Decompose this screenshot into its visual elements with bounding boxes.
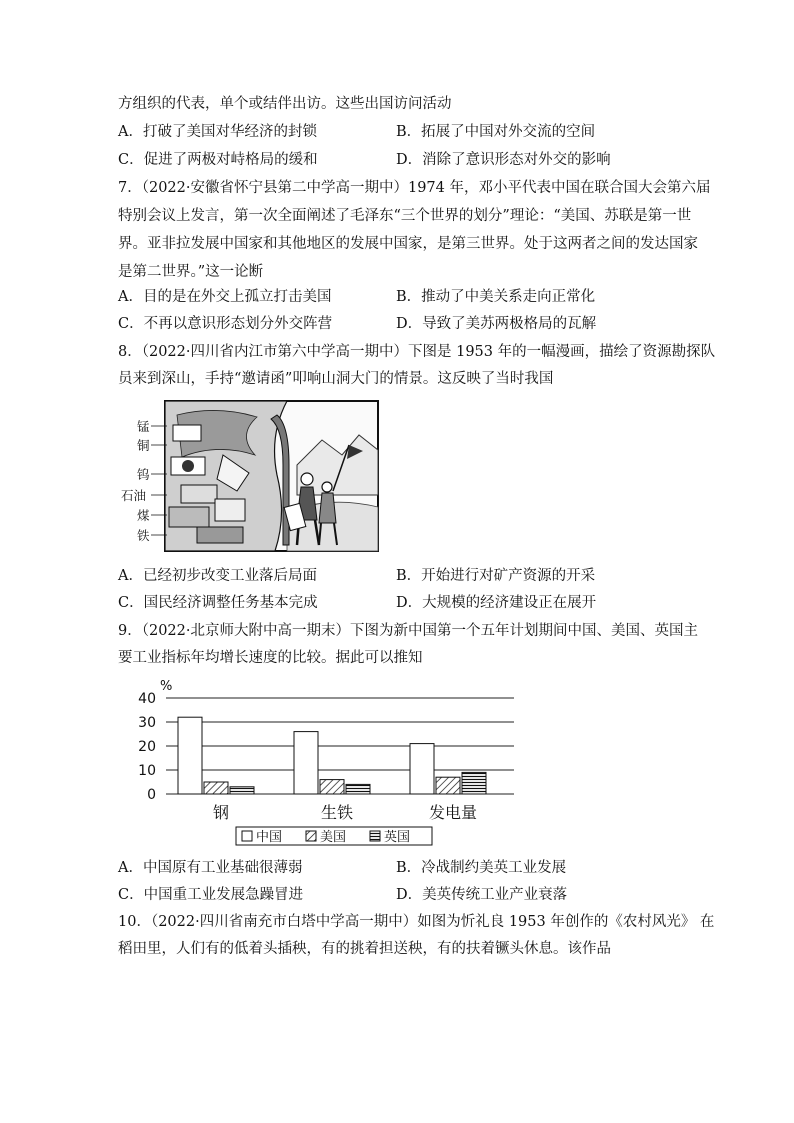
legend-swatch	[306, 831, 316, 841]
y-axis-unit: %	[160, 679, 173, 694]
label-manganese: 锰	[137, 419, 150, 434]
q10-line-1: 10．（2022·四川省南充市白塔中学高一期中）如图为忻礼良 1953 年创作的《农村风光》 在	[118, 914, 715, 930]
y-tick-label: 30	[138, 715, 156, 731]
y-tick-label: 20	[138, 739, 156, 755]
bar-美国-钢	[204, 782, 228, 794]
legend-label: 中国	[256, 830, 283, 845]
q9-option-c[interactable]: C．中国重工业发展急躁冒进	[118, 887, 304, 903]
x-category-label: 钢	[212, 803, 230, 822]
q6-option-b[interactable]: B．拓展了中国对外交流的空间	[396, 124, 596, 140]
q10-line-2: 稻田里，人们有的低着头插秧，有的挑着担送秧，有的扶着镢头休息。该作品	[118, 941, 611, 957]
q8-option-d[interactable]: D．大规模的经济建设正在展开	[396, 595, 597, 611]
bar-美国-生铁	[320, 780, 344, 794]
y-tick-label: 40	[138, 691, 156, 707]
q8-option-c[interactable]: C．国民经济调整任务基本完成	[118, 595, 318, 611]
legend-swatch	[370, 831, 380, 841]
bar-英国-钢	[230, 787, 254, 794]
bar-英国-发电量	[462, 772, 486, 794]
legend-label: 英国	[384, 830, 411, 845]
q8-line-1: 8．（2022·四川省内江市第六中学高一期中）下图是 1953 年的一幅漫画，描绘了资源勘探队	[118, 344, 716, 360]
bar-中国-生铁	[294, 732, 318, 794]
growth-bar-chart	[118, 676, 528, 848]
q6-option-a[interactable]: A．打破了美国对华经济的封锁	[118, 124, 317, 140]
legend-swatch	[242, 831, 252, 841]
q7-option-a[interactable]: A．目的是在外交上孤立打击美国	[118, 289, 332, 305]
q9-line-1: 9．（2022·北京师大附中高一期末）下图为新中国第一个五年计划期间中国、美国、英国主	[118, 623, 698, 639]
q7-option-b[interactable]: B．推动了中美关系走向正常化	[396, 289, 596, 305]
q7-line-4: 是第二世界。”这一论断	[118, 264, 264, 280]
x-category-label: 发电量	[428, 803, 478, 822]
q9-line-2: 要工业指标年均增长速度的比较。据此可以推知	[118, 650, 423, 666]
label-tungsten: 钨	[137, 467, 150, 482]
intro-line: 方组织的代表，单个或结伴出访。这些出国访问活动	[118, 96, 452, 112]
q8-option-a[interactable]: A．已经初步改变工业落后局面	[118, 568, 317, 584]
bar-英国-生铁	[346, 784, 370, 794]
label-coal: 煤	[137, 508, 150, 523]
bar-中国-钢	[178, 717, 202, 794]
q8-line-2: 员来到深山，手持“邀请函”叩响山洞大门的情景。这反映了当时我国	[118, 371, 554, 387]
q6-option-d[interactable]: D．消除了意识形态对外交的影响	[396, 152, 611, 168]
q7-line-2: 特别会议上发言，第一次全面阐述了毛泽东“三个世界的划分”理论：“美国、苏联是第一世	[118, 208, 692, 224]
bar-美国-发电量	[436, 777, 460, 794]
x-category-label: 生铁	[320, 803, 354, 822]
q9-option-b[interactable]: B．冷战制约美英工业发展	[396, 860, 567, 876]
q8-option-b[interactable]: B．开始进行对矿产资源的开采	[396, 568, 596, 584]
q6-option-c[interactable]: C．促进了两极对峙格局的缓和	[118, 152, 318, 168]
q7-option-d[interactable]: D．导致了美苏两极格局的瓦解	[396, 316, 597, 332]
y-tick-label: 10	[138, 763, 156, 779]
label-petroleum: 石油	[121, 488, 147, 503]
y-tick-label: 0	[147, 787, 156, 803]
q7-line-1: 7．（2022·安徽省怀宁县第二中学高一期中）1974 年，邓小平代表中国在联合国大会第六届	[118, 180, 711, 196]
q7-option-c[interactable]: C．不再以意识形态划分外交阵营	[118, 316, 333, 332]
q9-option-a[interactable]: A．中国原有工业基础很薄弱	[118, 860, 303, 876]
label-copper: 铜	[137, 438, 150, 453]
q7-line-3: 界。亚非拉发展中国家和其他地区的发展中国家，是第三世界。处于这两者之间的发达国家	[118, 236, 698, 252]
legend-label: 美国	[320, 830, 347, 845]
label-iron: 铁	[137, 528, 150, 543]
q9-option-d[interactable]: D．美英传统工业产业衰落	[396, 887, 568, 903]
mining-cartoon	[121, 395, 381, 555]
bar-中国-发电量	[410, 744, 434, 794]
